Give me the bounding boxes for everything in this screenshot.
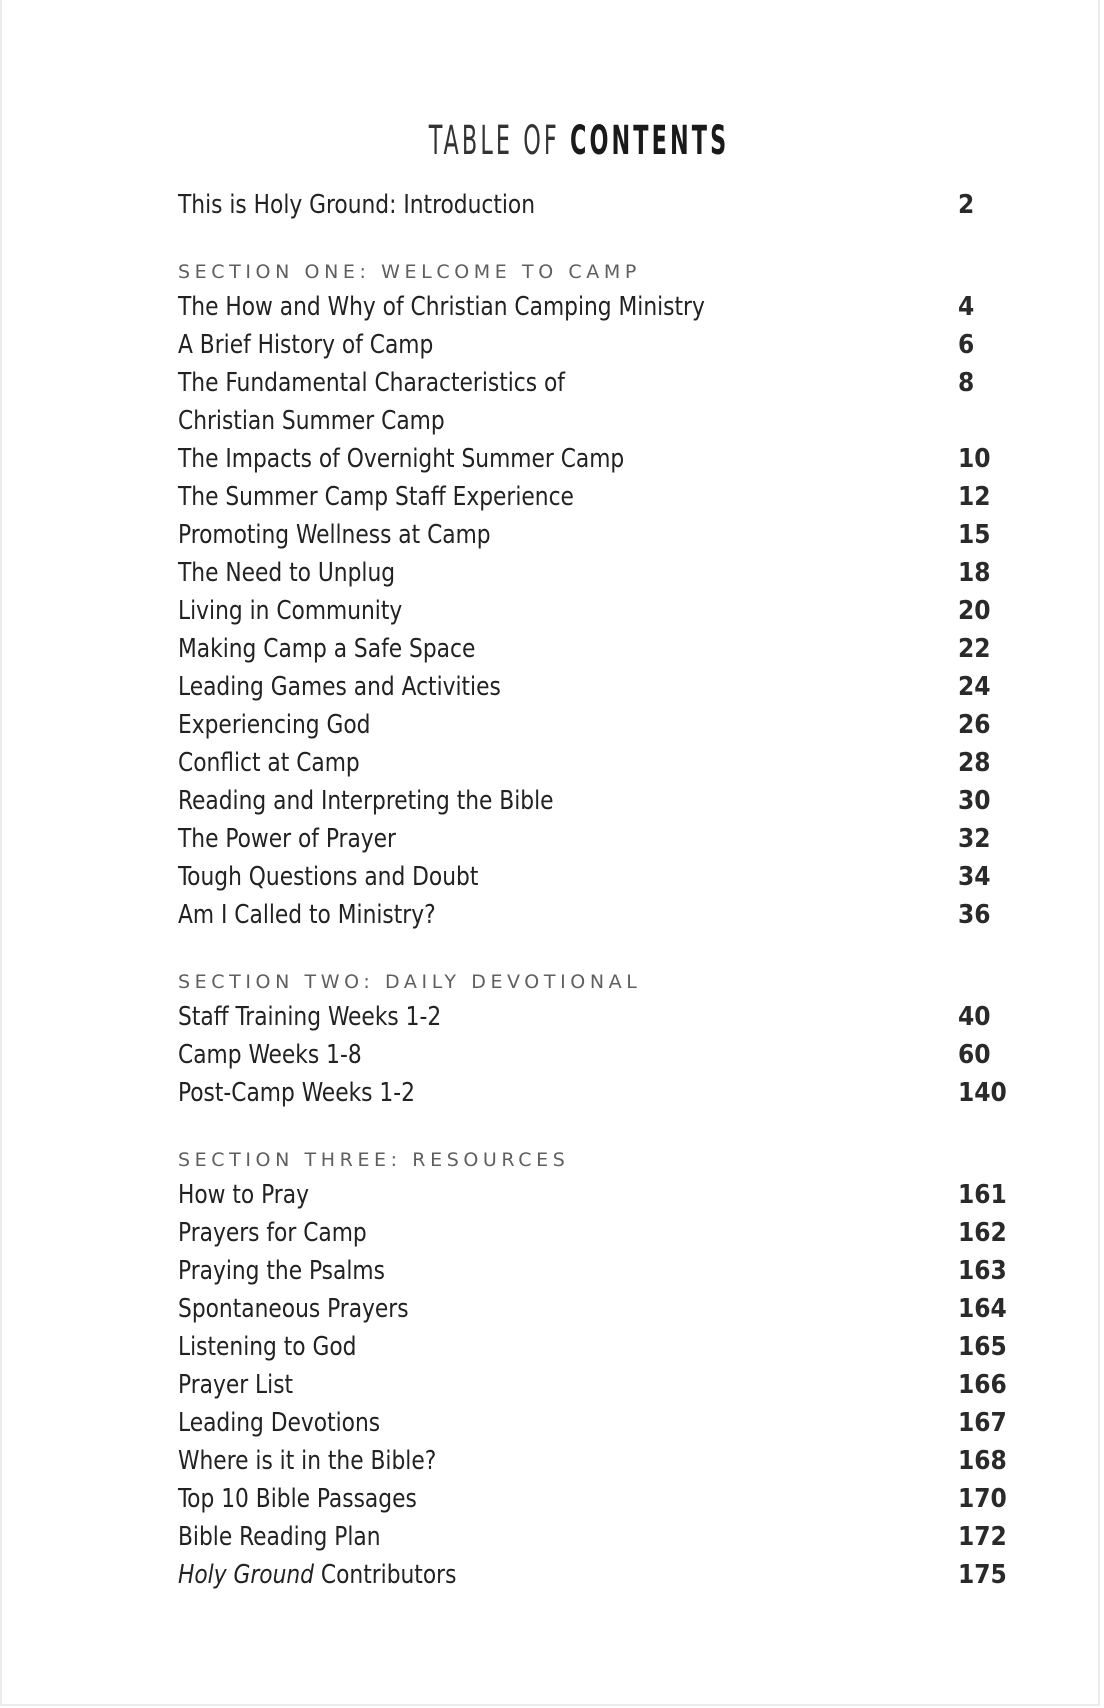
toc-entry-page: 164 [958, 1294, 1007, 1324]
toc-entry[interactable] [178, 1214, 1014, 1252]
toc-entry[interactable] [178, 706, 1014, 744]
toc-entry-label: The Fundamental Characteristics of Christian Summer Camp [178, 368, 565, 436]
toc-entry-page: 20 [958, 596, 991, 626]
toc-entry[interactable] [178, 668, 1014, 706]
toc-entry-page: 6 [958, 330, 975, 360]
toc-entry[interactable] [178, 1556, 1014, 1594]
toc-entry-page: 2 [958, 190, 975, 220]
toc-entry-page: 165 [958, 1332, 1007, 1362]
toc-entry-label: The Impacts of Overnight Summer Camp [178, 444, 625, 474]
toc-entry-label: Leading Devotions [178, 1408, 381, 1438]
toc-entry-label: Praying the Psalms [178, 1256, 385, 1286]
toc-entry[interactable] [178, 440, 1014, 478]
toc-entry-label: The How and Why of Christian Camping Ministry [178, 292, 705, 322]
toc-entry[interactable] [178, 744, 1014, 782]
toc-entry[interactable] [178, 1290, 1014, 1328]
toc-entry-label: Living in Community [178, 596, 403, 626]
toc-entry[interactable] [178, 326, 1014, 364]
toc-entry-label: Prayers for Camp [178, 1218, 367, 1248]
toc-entry[interactable] [178, 1442, 1014, 1480]
toc-entry-page: 18 [958, 558, 991, 588]
toc-entry-label: This is Holy Ground: Introduction [178, 190, 536, 220]
toc-entry[interactable] [178, 364, 1014, 440]
toc-entry-page: 140 [958, 1078, 1007, 1108]
toc-entry-page: 8 [958, 368, 975, 398]
toc-entry[interactable] [178, 478, 1014, 516]
toc-entry[interactable] [178, 516, 1014, 554]
toc-entry[interactable] [178, 782, 1014, 820]
toc-entry[interactable] [178, 1480, 1014, 1518]
toc-entry-introduction[interactable] [178, 186, 1014, 224]
section-heading: SECTION THREE: RESOURCES [178, 1149, 570, 1171]
toc-entry-page: 12 [958, 482, 991, 512]
toc-entry-label: Am I Called to Ministry? [178, 900, 436, 930]
toc-entry[interactable] [178, 820, 1014, 858]
toc-entry-page: 32 [958, 824, 991, 854]
toc-entry-page: 26 [958, 710, 991, 740]
toc-entry-page: 34 [958, 862, 991, 892]
toc-entry-label: Post-Camp Weeks 1-2 [178, 1078, 415, 1108]
toc-entry-page: 162 [958, 1218, 1007, 1248]
table-of-contents [178, 186, 1014, 1594]
toc-entry-page: 167 [958, 1408, 1007, 1438]
title-part-light: TABLE OF [428, 118, 571, 164]
toc-entry[interactable] [178, 592, 1014, 630]
toc-entry-label: Listening to God [178, 1332, 357, 1362]
toc-entry-label: Reading and Interpreting the Bible [178, 786, 554, 816]
toc-entry-label: The Summer Camp Staff Experience [178, 482, 574, 512]
toc-entry-page: 60 [958, 1040, 991, 1070]
toc-entry-label: Tough Questions and Doubt [178, 862, 479, 892]
toc-entry[interactable] [178, 858, 1014, 896]
toc-entry-label: Bible Reading Plan [178, 1522, 381, 1552]
toc-entry[interactable] [178, 1518, 1014, 1556]
toc-entry-label: The Power of Prayer [178, 824, 396, 854]
toc-entry-label [178, 1556, 829, 1594]
toc-entry-page: 36 [958, 900, 991, 930]
toc-entry-page: 172 [958, 1522, 1007, 1552]
section-heading: SECTION ONE: WELCOME TO CAMP [178, 261, 641, 283]
title-part-bold: CONTENTS [570, 118, 730, 164]
section-heading: SECTION TWO: DAILY DEVOTIONAL [178, 971, 642, 993]
toc-entry-label-rest: Contributors [313, 1560, 457, 1590]
toc-entry-label: Top 10 Bible Passages [178, 1484, 417, 1514]
toc-entry-label: The Need to Unplug [178, 558, 396, 588]
toc-entry-page: 175 [958, 1560, 1007, 1590]
toc-entry-label: How to Pray [178, 1180, 309, 1210]
toc-entry-label: Making Camp a Safe Space [178, 634, 476, 664]
toc-entry-page: 10 [958, 444, 991, 474]
toc-entry-label: Promoting Wellness at Camp [178, 520, 491, 550]
toc-entry-label: Experiencing God [178, 710, 371, 740]
toc-entry-page: 30 [958, 786, 991, 816]
toc-entry-label: Staff Training Weeks 1-2 [178, 1002, 442, 1032]
toc-entry-page: 163 [958, 1256, 1007, 1286]
toc-entry-page: 168 [958, 1446, 1007, 1476]
page-title [221, 118, 936, 164]
toc-entry-label: Camp Weeks 1-8 [178, 1040, 362, 1070]
toc-entry[interactable] [178, 1328, 1014, 1366]
toc-entry-page: 161 [958, 1180, 1007, 1210]
toc-entry-page: 166 [958, 1370, 1007, 1400]
toc-entry-label: Leading Games and Activities [178, 672, 501, 702]
toc-entry[interactable] [178, 1176, 1014, 1214]
toc-entry-label-italic: Holy Ground [178, 1560, 314, 1590]
toc-entry-page: 4 [958, 292, 975, 322]
toc-entry-label: Where is it in the Bible? [178, 1446, 437, 1476]
toc-entry-page: 22 [958, 634, 991, 664]
toc-entry[interactable] [178, 288, 1014, 326]
toc-entry-label: Prayer List [178, 1370, 294, 1400]
toc-entry-label: Spontaneous Prayers [178, 1294, 409, 1324]
toc-entry[interactable] [178, 630, 1014, 668]
toc-entry-page: 170 [958, 1484, 1007, 1514]
toc-entry-page: 28 [958, 748, 991, 778]
toc-entry[interactable] [178, 1366, 1014, 1404]
toc-entry[interactable] [178, 896, 1014, 934]
toc-entry-page: 40 [958, 1002, 991, 1032]
toc-entry-page: 15 [958, 520, 991, 550]
toc-entry-label: Conflict at Camp [178, 748, 360, 778]
toc-entry-label: A Brief History of Camp [178, 330, 434, 360]
toc-entry[interactable] [178, 1036, 1014, 1074]
toc-entry[interactable] [178, 554, 1014, 592]
toc-entry[interactable] [178, 1074, 1014, 1112]
toc-entry[interactable] [178, 1404, 1014, 1442]
toc-entry-page: 24 [958, 672, 991, 702]
toc-entry[interactable] [178, 1252, 1014, 1290]
toc-entry[interactable] [178, 998, 1014, 1036]
